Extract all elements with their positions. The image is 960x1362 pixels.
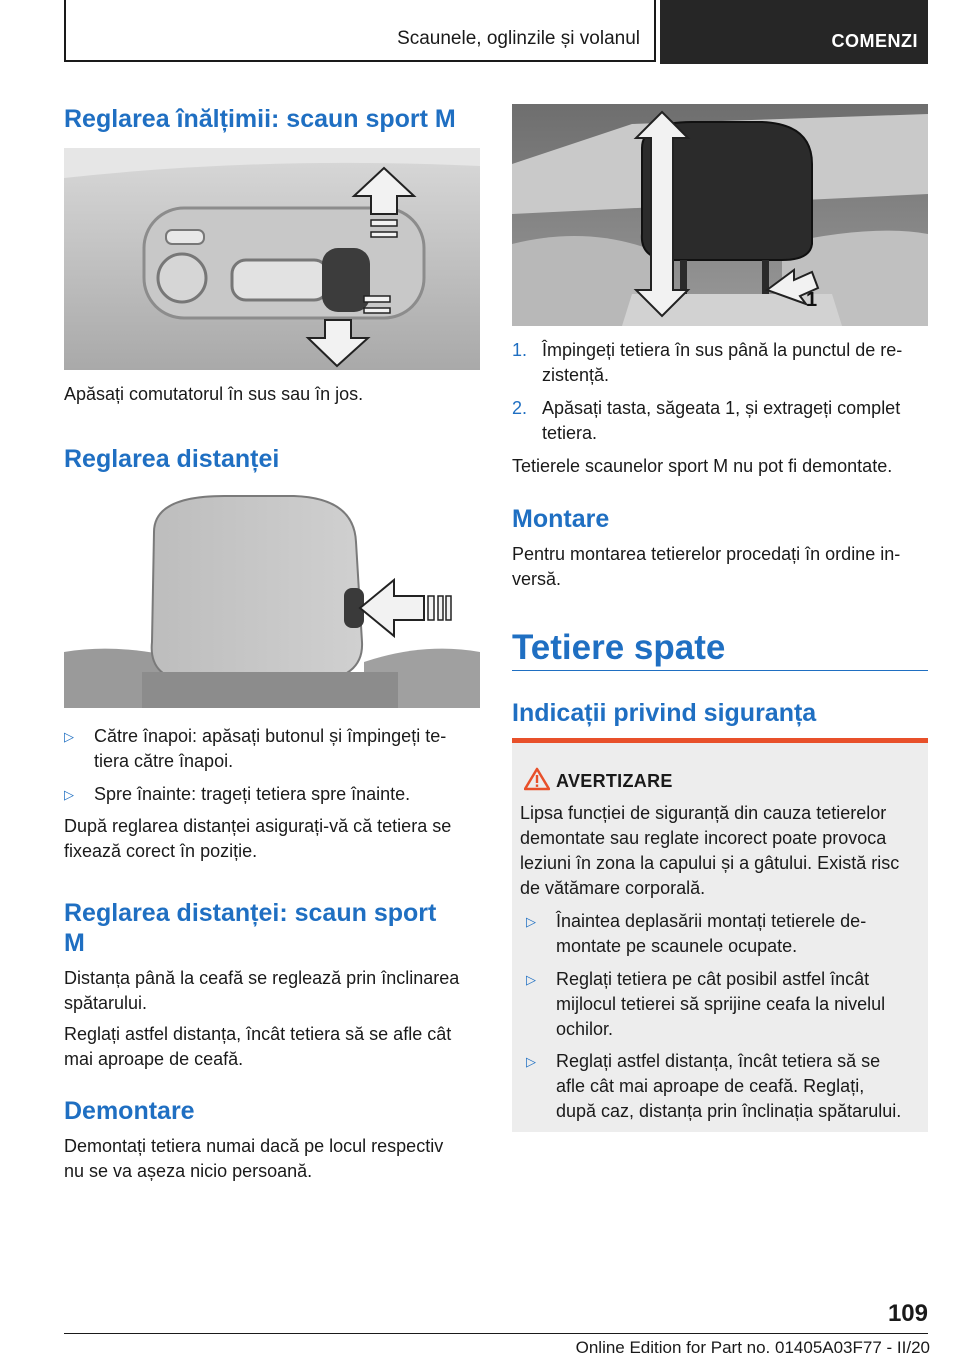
list-item: 1. Împingeți tetiera în sus până la punctul de re- zistență. <box>512 340 903 385</box>
headrest-removal-illustration <box>512 104 928 326</box>
page-number: 109 <box>887 1300 928 1327</box>
heading-demontare: Demontare <box>64 1097 195 1125</box>
triangle-bullet-icon: ▷ <box>526 914 536 929</box>
figure-headrest-distance <box>64 492 480 708</box>
heading-rear-headrests: Tetiere spate <box>512 628 726 667</box>
list-item: 2. Apăsați tasta, săgeata 1, și extrageți complet tetiera. <box>512 398 901 443</box>
list-item: ▷ Spre înainte: trageți tetiera spre înainte. <box>64 782 480 807</box>
list-item: ▷ Reglați tetiera pe cât posibil astfel încât mijlocul tetierei să sprijine ceafa la nivelul ochilor. <box>526 969 886 1039</box>
triangle-bullet-icon: ▷ <box>526 972 536 987</box>
list-item: ▷ Reglați astfel distanța, încât tetiera să se afle cât mai aproape de ceafă. Reglați, după caz, distanța prin înclinația spătarului. <box>526 1051 902 1121</box>
paragraph-montare: Pentru montarea tetierelor procedați în ordine in- versă. <box>512 544 901 589</box>
headrest-distance-illustration <box>64 492 480 708</box>
list-item: ▷ Către înapoi: apăsați butonul și împingeți te- tiera către înapoi. <box>64 726 447 771</box>
seat-switch-illustration <box>64 148 480 370</box>
heading-underline <box>512 670 928 671</box>
paragraph-sport-adjust: Reglați astfel distanța, încât tetiera să se afle cât mai aproape de ceafă. <box>64 1024 452 1069</box>
paragraph-height-instruction: Apăsați comutatorul în sus sau în jos. <box>64 384 364 404</box>
warning-triangle-icon <box>524 767 550 791</box>
triangle-bullet-icon: ▷ <box>64 729 74 744</box>
heading-distance-sport-seat: Reglarea distanței: scaun sport M <box>64 899 437 957</box>
page-header <box>64 0 928 64</box>
warning-text: Lipsa funcției de siguranță din cauza tetierelor demontate sau reglate incorect poate provoca leziuni în zona la capului și a gâtului. Există risc de vătămare corporală. <box>520 803 900 898</box>
figure-headrest-removal <box>512 104 928 326</box>
warning-title: AVERTIZARE <box>556 771 673 791</box>
footer-divider <box>64 1333 928 1334</box>
heading-distance: Reglarea distanței <box>64 445 280 473</box>
figure-label-1: 1 <box>806 289 818 311</box>
paragraph-no-remove: Tetierele scaunelor sport M nu pot fi demontate. <box>512 456 893 476</box>
section-title: Scaunele, oglinzile și volanul <box>64 0 656 62</box>
paragraph-sport-distance: Distanța până la ceafă se reglează prin înclinarea spătarului. <box>64 968 460 1013</box>
paragraph-after-distance: După reglarea distanței asigurați-vă că tetiera se fixează corect în poziție. <box>64 816 452 861</box>
footer-edition: Online Edition for Part no. 01405A03F77 - II/20 <box>575 1338 930 1357</box>
heading-montare: Montare <box>512 505 610 533</box>
triangle-bullet-icon: ▷ <box>64 787 74 802</box>
figure-seat-switch <box>64 148 480 370</box>
heading-safety: Indicații privind siguranța <box>512 699 817 727</box>
triangle-bullet-icon: ▷ <box>526 1054 536 1069</box>
heading-height-sport-seat: Reglarea înălțimii: scaun sport M <box>64 105 456 133</box>
list-item: ▷ Înaintea deplasării montați tetierele de- montate pe scaunele ocupate. <box>526 911 867 956</box>
paragraph-demontare: Demontați tetiera numai dacă pe locul respectiv nu se va așeza nicio persoană. <box>64 1136 444 1181</box>
warning-box <box>512 738 928 1132</box>
chapter-tab[interactable]: COMENZI <box>660 0 928 64</box>
